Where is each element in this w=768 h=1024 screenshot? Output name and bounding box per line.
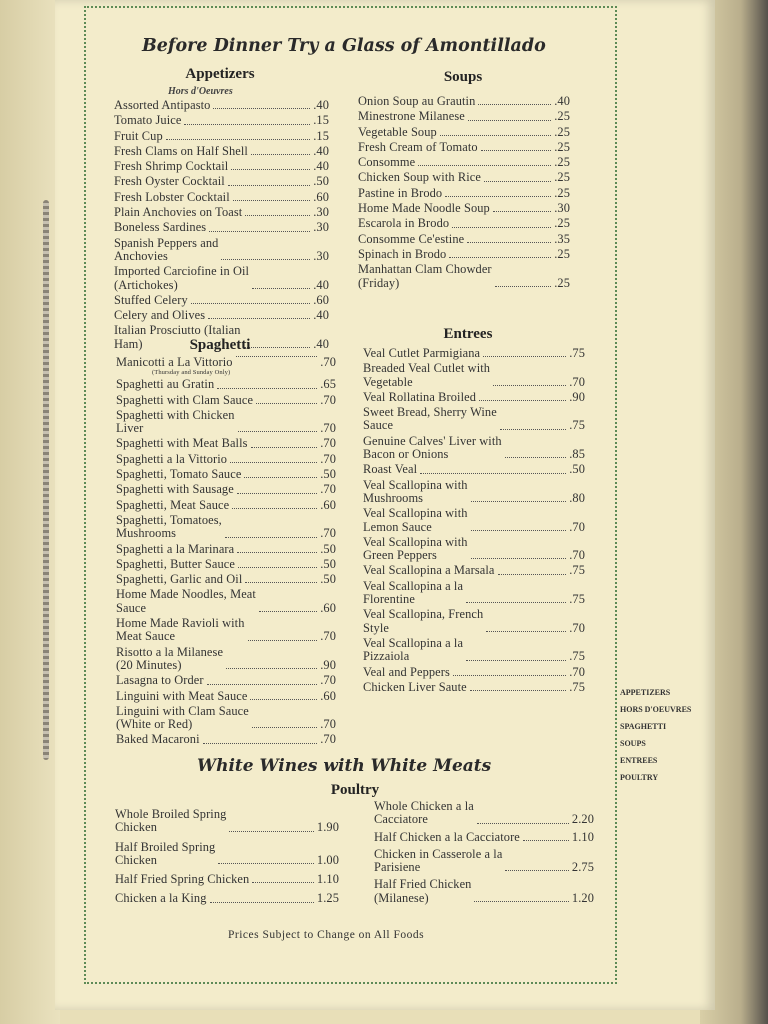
- entrees-heading: Entrees: [443, 326, 493, 342]
- dot-leader: [245, 582, 317, 583]
- menu-item-price: .70: [320, 526, 336, 541]
- menu-item: [116, 468, 336, 481]
- entrees-list: [363, 347, 585, 696]
- menu-item-name: Half Fried Spring Chicken: [115, 872, 250, 887]
- dot-leader: [225, 537, 317, 538]
- dot-leader: [256, 403, 317, 404]
- menu-item-price: .70: [320, 732, 336, 747]
- menu-item: [115, 841, 339, 868]
- menu-item-price: .40: [313, 143, 329, 158]
- menu-item-name: Italian Prosciutto (Italian Ham): [114, 323, 241, 351]
- menu-item-name: Spaghetti, Tomatoes, Mushrooms: [116, 512, 222, 541]
- dot-leader: [217, 388, 317, 389]
- menu-item-name: Veal Scallopina a la Pizzaiola: [363, 635, 464, 664]
- menu-item-name: Chicken a la King: [115, 891, 207, 906]
- dot-leader: [191, 303, 310, 304]
- menu-item-name: Fresh Clams on Half Shell: [114, 143, 248, 158]
- dot-leader: [237, 552, 317, 553]
- dot-leader: [238, 567, 317, 568]
- menu-item-price: .70: [320, 451, 336, 466]
- menu-item: [114, 145, 329, 158]
- menu-item: [358, 202, 570, 215]
- menu-item-name: Half Broiled Spring Chicken: [115, 839, 216, 867]
- dot-leader: [484, 181, 551, 182]
- dot-leader: [237, 493, 317, 494]
- dot-leader: [209, 231, 310, 232]
- menu-item: [114, 221, 329, 234]
- menu-item: [363, 347, 585, 360]
- menu-item-name: Consomme: [358, 155, 416, 170]
- dot-leader: [486, 631, 566, 632]
- dot-leader: [207, 684, 318, 685]
- soups-heading: Soups: [443, 69, 483, 85]
- menu-item: [358, 248, 570, 261]
- dot-leader: [471, 501, 567, 502]
- menu-item-name: Consomme Ce'estine: [358, 231, 465, 246]
- spaghetti-heading: Spaghetti: [189, 337, 251, 353]
- menu-item-price: .60: [320, 688, 336, 703]
- menu-item-name: Chicken in Casserole a la Parisiene: [374, 846, 503, 875]
- menu-item-name: Half Fried Chicken (Milanese): [374, 877, 472, 905]
- menu-item-name: Sweet Bread, Sherry Wine Sauce: [363, 405, 497, 433]
- menu-item: [116, 543, 336, 556]
- menu-item-price: 1.90: [316, 820, 339, 835]
- side-index: [620, 684, 691, 786]
- menu-item-price: .70: [320, 355, 336, 369]
- menu-item: [358, 263, 570, 290]
- dot-leader: [231, 169, 310, 170]
- dot-leader: [218, 863, 314, 864]
- dot-leader: [251, 154, 310, 155]
- menu-item: [115, 808, 339, 835]
- menu-item-name: Whole Broiled Spring Chicken: [115, 807, 227, 835]
- menu-item: [363, 608, 585, 635]
- menu-item: [114, 206, 329, 219]
- menu-item-name: Veal Scallopina with Lemon Sauce: [363, 506, 468, 534]
- dot-leader: [468, 120, 551, 121]
- menu-item-price: .40: [313, 98, 329, 112]
- menu-item-name: Manicotti a La Vittorio: [116, 355, 233, 369]
- dot-leader: [252, 882, 314, 883]
- menu-item: [363, 507, 585, 534]
- menu-item: [116, 690, 336, 703]
- poultry-right-list: [374, 800, 594, 909]
- dot-leader: [523, 840, 569, 841]
- menu-item-price: .75: [569, 563, 585, 578]
- menu-item: [114, 265, 329, 292]
- menu-item-price: .70: [320, 421, 336, 436]
- dot-leader: [229, 831, 313, 832]
- side-index-item: HORS D'OEUVRES: [620, 705, 692, 714]
- menu-item: [114, 175, 329, 188]
- dot-leader: [259, 611, 317, 612]
- menu-item-price: .25: [554, 155, 570, 170]
- menu-item-price: .75: [569, 418, 585, 433]
- menu-item: [114, 309, 329, 322]
- menu-item-price: 1.00: [316, 852, 339, 867]
- menu-item-price: .50: [320, 572, 336, 587]
- menu-item-name: Spinach in Brodo: [358, 246, 447, 261]
- menu-item: [115, 873, 339, 886]
- side-index-item: SPAGHETTI: [620, 722, 667, 731]
- menu-item: [363, 580, 585, 607]
- menu-item: [363, 406, 585, 433]
- menu-item: [363, 681, 585, 694]
- dot-leader: [213, 108, 310, 109]
- menu-item-price: .75: [569, 346, 585, 360]
- dot-leader: [252, 727, 317, 728]
- menu-item-name: Linguini with Meat Sauce: [116, 688, 248, 703]
- dot-leader: [481, 150, 551, 151]
- menu-item: [363, 479, 585, 506]
- menu-item-price: .40: [313, 159, 329, 174]
- menu-item-name: Spaghetti, Meat Sauce: [116, 497, 230, 512]
- menu-item-note: (Thursday and Sunday Only): [152, 369, 231, 377]
- menu-item-price: .30: [313, 220, 329, 235]
- dot-leader: [252, 288, 310, 289]
- menu-item-price: 1.25: [316, 891, 339, 906]
- menu-item: [116, 394, 336, 407]
- dot-leader: [483, 356, 566, 357]
- menu-item-price: .25: [554, 109, 570, 124]
- dot-leader: [420, 473, 566, 474]
- menu-item-name: Fruit Cup: [114, 128, 163, 143]
- poultry-left-list: [115, 808, 339, 912]
- dot-leader: [245, 215, 310, 216]
- menu-item: [363, 637, 585, 664]
- dot-leader: [466, 660, 566, 661]
- menu-item-name: Veal Scallopina, French Style: [363, 607, 484, 635]
- menu-item-price: .50: [320, 467, 336, 482]
- menu-item-price: .70: [320, 629, 336, 644]
- dot-leader: [445, 196, 551, 197]
- menu-item-name: Veal Scallopina a Marsala: [363, 563, 495, 578]
- menu-item-name: Risotto a la Milanese (20 Minutes): [116, 644, 224, 672]
- menu-item-name: Home Made Noodles, Meat Sauce: [116, 587, 256, 615]
- dot-leader: [505, 457, 567, 458]
- menu-item-name: Celery and Olives: [114, 308, 206, 323]
- menu-item-price: .50: [320, 556, 336, 571]
- menu-item-price: .70: [569, 548, 585, 563]
- menu-item-price: .40: [313, 308, 329, 323]
- menu-item-name: Vegetable Soup: [358, 124, 437, 139]
- menu-item-name: Escarola in Brodo: [358, 216, 450, 231]
- dot-leader: [251, 447, 318, 448]
- menu-item-price: .70: [320, 717, 336, 732]
- menu-item: [116, 617, 336, 644]
- menu-item: [116, 705, 336, 732]
- menu-item: [363, 463, 585, 476]
- dot-leader: [184, 124, 310, 125]
- menu-item-name: Spaghetti with Meat Balls: [116, 436, 248, 451]
- menu-item-price: .50: [313, 174, 329, 189]
- menu-item-price: 1.20: [571, 890, 594, 905]
- menu-item-name: Stuffed Celery: [114, 292, 188, 307]
- dot-leader: [493, 385, 566, 386]
- dot-leader: [467, 242, 551, 243]
- menu-item-price: .40: [554, 94, 570, 108]
- menu-item-price: .70: [320, 673, 336, 688]
- dot-leader: [498, 574, 567, 575]
- menu-item: [116, 499, 336, 512]
- prices-footer: Prices Subject to Change on All Foods: [228, 929, 425, 941]
- menu-item-name: Manhattan Clam Chowder (Friday): [358, 262, 492, 290]
- menu-item: [114, 130, 329, 143]
- menu-item: [114, 294, 329, 307]
- menu-item-name: Spaghetti au Gratin: [116, 377, 215, 392]
- menu-item: [363, 536, 585, 563]
- menu-item-name: Home Made Ravioli with Meat Sauce: [116, 616, 245, 644]
- menu-item: [358, 187, 570, 200]
- menu-item-name: Minestrone Milanese: [358, 109, 465, 124]
- menu-item-price: .75: [569, 679, 585, 694]
- menu-item-price: .80: [569, 490, 585, 505]
- menu-item-price: .70: [320, 392, 336, 407]
- menu-item-price: .60: [320, 600, 336, 615]
- menu-item-price: .25: [554, 139, 570, 154]
- menu-item-name: Fresh Shrimp Cocktail: [114, 159, 229, 174]
- wine-note: White Wines with White Meats: [197, 756, 492, 776]
- menu-item: [114, 191, 329, 204]
- menu-item-price: .25: [554, 185, 570, 200]
- menu-item: [116, 558, 336, 571]
- menu-item-name: Spaghetti with Clam Sauce: [116, 392, 254, 407]
- menu-item: [363, 362, 585, 389]
- menu-item-price: .25: [554, 170, 570, 185]
- dot-leader: [470, 690, 566, 691]
- menu-item: [358, 171, 570, 184]
- menu-item-name: Linguini with Clam Sauce (White or Red): [116, 703, 249, 732]
- menu-item: [374, 878, 594, 905]
- menu-item: [116, 674, 336, 687]
- menu-item-name: Boneless Sardines: [114, 220, 207, 235]
- dot-leader: [248, 640, 318, 641]
- menu-item-price: .50: [320, 541, 336, 556]
- menu-item-name: Fresh Cream of Tomato: [358, 139, 478, 154]
- side-index-item: APPETIZERS: [620, 688, 671, 697]
- dot-leader: [221, 259, 310, 260]
- menu-item-name: Imported Carciofine in Oil (Artichokes): [114, 264, 250, 292]
- dot-leader: [208, 318, 310, 319]
- menu-item-name: Assorted Antipasto: [114, 98, 211, 112]
- dot-leader: [471, 530, 567, 531]
- menu-item-price: .35: [554, 231, 570, 246]
- menu-item: [358, 233, 570, 246]
- dot-leader: [232, 508, 317, 509]
- spaghetti-list: [116, 356, 336, 749]
- menu-item-price: .70: [320, 482, 336, 497]
- dot-leader: [238, 431, 318, 432]
- menu-item-name: Baked Macaroni: [116, 732, 200, 747]
- menu-item-price: .75: [569, 592, 585, 607]
- menu-item-name: Roast Veal: [363, 462, 418, 477]
- menu-item-name: Veal Scallopina a la Florentine: [363, 578, 464, 607]
- menu-item-name: Veal and Peppers: [363, 664, 450, 679]
- appetizers-heading: Appetizers: [185, 66, 255, 82]
- menu-item-price: .60: [313, 292, 329, 307]
- menu-item-name: Pastine in Brodo: [358, 185, 443, 200]
- menu-item: [116, 588, 336, 615]
- menu-item-price: 2.75: [571, 860, 594, 875]
- menu-item: [358, 110, 570, 123]
- side-index-item: POULTRY: [620, 773, 659, 782]
- dot-leader: [418, 165, 551, 166]
- dot-leader: [230, 462, 317, 463]
- menu-item-name: Veal Scallopina with Green Peppers: [363, 534, 468, 563]
- menu-item-name: Spaghetti a la Vittorio: [116, 451, 228, 466]
- menu-item-name: Chicken Soup with Rice: [358, 170, 481, 185]
- menu-item: [358, 95, 570, 108]
- header-line: Before Dinner Try a Glass of Amontillado: [142, 36, 546, 56]
- menu-item: [363, 435, 585, 462]
- menu-item-name: Veal Scallopina with Mushrooms: [363, 477, 468, 505]
- menu-item-name: Spaghetti, Garlic and Oil: [116, 572, 243, 587]
- menu-item: [116, 733, 336, 746]
- menu-item: [358, 126, 570, 139]
- menu-item-price: 2.20: [571, 812, 594, 827]
- menu-item-price: .15: [313, 113, 329, 128]
- menu-item-name: Tomato Juice: [114, 113, 182, 128]
- menu-item-price: .50: [569, 462, 585, 477]
- dot-leader: [478, 104, 551, 105]
- menu-item-name: Genuine Calves' Liver with Bacon or Onions: [363, 433, 502, 462]
- dot-leader: [233, 200, 310, 201]
- menu-item-name: Lasagna to Order: [116, 673, 204, 688]
- menu-item-price: .90: [569, 389, 585, 404]
- menu-item-price: .70: [569, 519, 585, 534]
- dot-leader: [203, 743, 318, 744]
- menu-item: [374, 800, 594, 827]
- menu-item-price: 1.10: [316, 872, 339, 887]
- dot-leader: [495, 286, 552, 287]
- menu-item-name: Spanish Peppers and Anchovies: [114, 235, 219, 263]
- dot-leader: [479, 400, 566, 401]
- menu-item-name: Fresh Lobster Cocktail: [114, 189, 230, 204]
- dot-leader: [500, 429, 566, 430]
- dot-leader: [440, 135, 551, 136]
- menu-item-price: .65: [320, 377, 336, 392]
- menu-item-name: Breaded Veal Cutlet with Vegetable: [363, 361, 491, 389]
- menu-item: [116, 453, 336, 466]
- menu-item-name: Veal Cutlet Parmigiana: [363, 346, 481, 360]
- menu-item-price: .25: [554, 246, 570, 261]
- menu-item: [358, 141, 570, 154]
- menu-item: [116, 409, 336, 436]
- menu-item-price: .60: [320, 497, 336, 512]
- menu-item-price: .25: [554, 124, 570, 139]
- menu-item-price: .60: [313, 189, 329, 204]
- menu-item-price: .25: [554, 216, 570, 231]
- menu-item-name: Spaghetti, Tomato Sauce: [116, 467, 242, 482]
- menu-item-name: Whole Chicken a la Cacciatore: [374, 799, 474, 827]
- dot-leader: [466, 602, 566, 603]
- menu-item: [116, 514, 336, 541]
- menu-item: [115, 892, 339, 905]
- menu-item-price: .70: [569, 664, 585, 679]
- dot-leader: [244, 477, 317, 478]
- menu-item-price: .40: [313, 336, 329, 351]
- menu-item-name: Home Made Noodle Soup: [358, 201, 490, 216]
- menu-item-name: Spaghetti with Chicken Liver: [116, 407, 235, 436]
- menu-item-price: .70: [320, 436, 336, 451]
- menu-item: [116, 378, 336, 391]
- menu-item: [116, 483, 336, 496]
- menu-item-price: .90: [320, 657, 336, 672]
- menu-item-price: .70: [569, 374, 585, 389]
- menu-item-price: .70: [569, 620, 585, 635]
- menu-item-price: .30: [313, 205, 329, 220]
- dot-leader: [452, 227, 551, 228]
- dot-leader: [477, 823, 569, 824]
- menu-item-name: Spaghetti, Butter Sauce: [116, 556, 235, 571]
- menu-item-price: .85: [569, 447, 585, 462]
- dot-leader: [250, 699, 317, 700]
- menu-item: [116, 437, 336, 450]
- menu-item: [116, 646, 336, 673]
- menu-item-price: .15: [313, 128, 329, 143]
- menu-item-price: .25: [554, 275, 570, 290]
- poultry-heading: Poultry: [330, 782, 380, 798]
- dot-leader: [166, 139, 310, 140]
- menu-item: [114, 237, 329, 264]
- menu-item-name: Chicken Liver Saute: [363, 679, 467, 694]
- dot-leader: [210, 902, 314, 903]
- menu-item-name: Plain Anchovies on Toast: [114, 205, 243, 220]
- dot-leader: [449, 257, 551, 258]
- appetizers-subtitle: Hors d'Oeuvres: [168, 86, 233, 97]
- menu-item-name: Spaghetti with Sausage: [116, 482, 234, 497]
- soups-list: [358, 95, 570, 292]
- dot-leader: [474, 901, 568, 902]
- menu-item-name: Half Chicken a la Cacciatore: [374, 829, 520, 844]
- side-index-item: ENTREES: [620, 756, 658, 765]
- menu-item-name: Veal Rollatina Broiled: [363, 389, 477, 404]
- menu-item-price: 1.10: [571, 829, 594, 844]
- dot-leader: [493, 211, 551, 212]
- menu-item: [116, 573, 336, 586]
- menu-item-price: .30: [313, 248, 329, 263]
- dot-leader: [505, 870, 568, 871]
- menu-item: [363, 391, 585, 404]
- menu-item: [363, 666, 585, 679]
- menu-item: [374, 831, 594, 844]
- menu-item: [374, 848, 594, 875]
- menu-item: [114, 114, 329, 127]
- menu-item-price: .40: [313, 277, 329, 292]
- menu-item-name: Onion Soup au Grautin: [358, 94, 476, 108]
- dot-leader: [228, 185, 310, 186]
- appetizers-list: [114, 99, 329, 353]
- binding-cord: [43, 200, 49, 760]
- menu-item: [116, 356, 336, 376]
- menu-item: [358, 156, 570, 169]
- menu-item-price: .75: [569, 649, 585, 664]
- dot-leader: [236, 356, 318, 357]
- dot-leader: [226, 668, 317, 669]
- dot-leader: [471, 558, 567, 559]
- menu-item: [358, 217, 570, 230]
- menu-item-name: Spaghetti a la Marinara: [116, 541, 235, 556]
- menu-item: [114, 99, 329, 112]
- binding-gutter: [0, 0, 60, 1024]
- menu-item: [363, 564, 585, 577]
- menu-item-name: Fresh Oyster Cocktail: [114, 174, 225, 189]
- menu-item-price: .30: [554, 201, 570, 216]
- side-index-item: SOUPS: [620, 739, 646, 748]
- menu-item: [114, 160, 329, 173]
- dot-leader: [453, 675, 566, 676]
